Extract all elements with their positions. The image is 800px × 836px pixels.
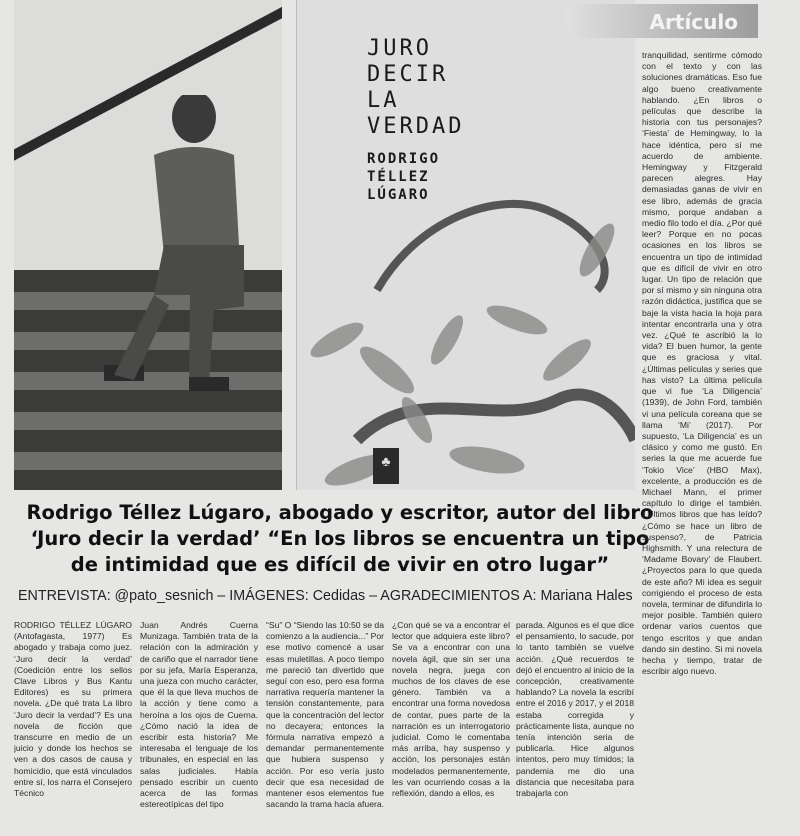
article-credits: ENTREVISTA: @pato_sesnich – IMÁGENES: Cedidas – AGRADECIMIENTOS A: Mariana Hales: [18, 588, 633, 604]
cover-title-line: JURO: [367, 36, 432, 61]
book-cover: [296, 0, 635, 490]
article-column-5: parada. Algunos es el que dice el pensamiento, lo sacude, por lo tanto también se vuelve acción. ¿Qué recuerdos te dejó el encuentro al inicio de la concepción, creativamente hablando? La novela la escribí entre el 2016 y 2017, y el 2018 estaba corregida y prácticamente lista, aunque no tenía intención seria de publicarla. Hice algunos intentos, pero muy tímidos; la pandemia me dio una distancia que necesitaba para trabajarla con: [516, 620, 634, 799]
cover-title-line: LA: [367, 88, 400, 113]
section-banner: [566, 4, 758, 38]
publisher-clover-icon: ♣: [373, 448, 399, 484]
cover-author-line: TÉLLEZ: [367, 169, 430, 185]
cover-title-line: DECIR: [367, 62, 449, 87]
cover-title-line: VERDAD: [367, 114, 465, 139]
article-column-4: ¿Con qué se va a encontrar el lector que adquiera este libro? Se va a encontrar con una novela ágil, que sin ser una novela negra, juega con muchos de los claves de ese género. También va a encontrar una forma novedosa de contar, pues parte de la narración es un interrogatorio judicial. Como le comentaba más arriba, hay suspenso y acción, los personajes están modelados permanentemente, les van ocurriendo cosas a la reflexión, dando a ellos, es: [392, 620, 510, 799]
snake-botanical-illustration: [297, 180, 635, 490]
article-column-2: Juan Andrés Cuerna Munizaga. También trata de la relación con la admiración y de cariño que el narrador tiene por su jefa, María Esperanza, una jueza con mucho carácter, que él la que lleva muchos de la acción y tiene como a heroína a los ojos de Cuerna. ¿Cómo nació la idea de escribir esta historia? Me interesaba el lenguaje de los tribunales, en especial en las salas judiciales. Había pensado escribir un cuento acerca de las formas estereotípicas del tipo: [140, 620, 258, 810]
cover-author-line: LÚGARO: [367, 187, 430, 203]
section-label: Artículo: [649, 10, 738, 34]
cover-title: [367, 36, 464, 140]
article-column-3: “Su” O “Siendo las 10:50 se da comienzo a la audiencia...” Por ese motivo comencé a usar esas muletillas. A poco tiempo me pareció tan divertido que seguí con eso, pero esa forma narrativa requería mantener la tensión constantemente, para que la concentración del lector no decayera; entonces la fórmula narrativa empezó a demandar permanentemente que hubiera suspenso y acción. Por eso vería justo decir que esa necesidad de mantener esos elementos fue sacando la trama hacia afuera.: [266, 620, 384, 810]
author-figure: [94, 95, 244, 395]
author-photo: [14, 0, 282, 490]
article-column-1: RODRIGO TÉLLEZ LÚGARO (Antofagasta, 1977) Es abogado y trabaja como juez. ‘Juro decir la verdad’ (Coedición entre los sellos Clave Libros y Bus Kantu Editores) es su primera novela. ¿De qué trata La libro ‘Juro decir la verdad’? Es una novela de ficción que transcurre en medio de un juicio y donde los hechos se ven a dos casos de causa y homicidio, que está vinculados entre sí, los narra el Consejero Técnico: [14, 620, 132, 799]
article-column-6: tranquilidad, sentirme cómodo con el texto y con las soluciones dramáticas. Eso fue algo bueno creativamente hablando. ¿En libros o películas que describe la historia con tus personajes? ‘Fiesta’ de Hemingway, lo la hace idéntica, pero sí me acuerdo de ambiente. Hemingway y Fitzgerald parecen alegres. Hay demasiadas ganas de vivir en ese libro, además de gracia mismo, porque andaban a medio filo todo el día. ¿Por qué leer? Porque en no pocas ocasiones en los libros se encuentra un tipo de intimidad que es difícil de vivir en otro lugar. Un tipo de relación que por sí mismo y sin ninguna otra razón didáctica, justifica que se baje la vista hacia la hoja para intentar encontrarla una y otra vez. ¿Qué te ascribió la lo vida? El buen humor, la gente que es graciosa y vital. ¿Últimas películas y series que has visto? La última película que vi fue ‘La Diligencia’ (1939), de John Ford, también vi una película coreana que se llama ‘Mi’ (2017). Por supuesto, ‘La Diligencia’ es un clásico y como me gustó. En series la que me acuerde fue ‘Tokio Vice’ (HBO Max), excelente, a producción es de Michael Mann, el primer capítulo lo dirige el también. ¿Últimos libros que has leído? ¿Cómo se hace un libro de suspenso?, de Patricia Highsmith. Y una relectura de ‘Madame Bovary’ de Flaubert. ¿Proyectos para lo que queda de este año? Mi idea es seguir corrigiendo el proceso de esta novela, terminar de difundirla lo mejor posible. También quiero ordenar varios cuentos que tengo escritos y que andan dando sin destino. Si mi novela hecha y tiempo, tratar de escribir algo nuevo.: [642, 50, 762, 677]
cover-author-line: RODRIGO: [367, 151, 441, 167]
article-headline: Rodrigo Téllez Lúgaro, abogado y escritor, autor del libro ‘Juro decir la verdad’ “En los libros se encuentra un tipo de intimidad que es difícil de vivir en otro lugar”: [26, 501, 654, 576]
